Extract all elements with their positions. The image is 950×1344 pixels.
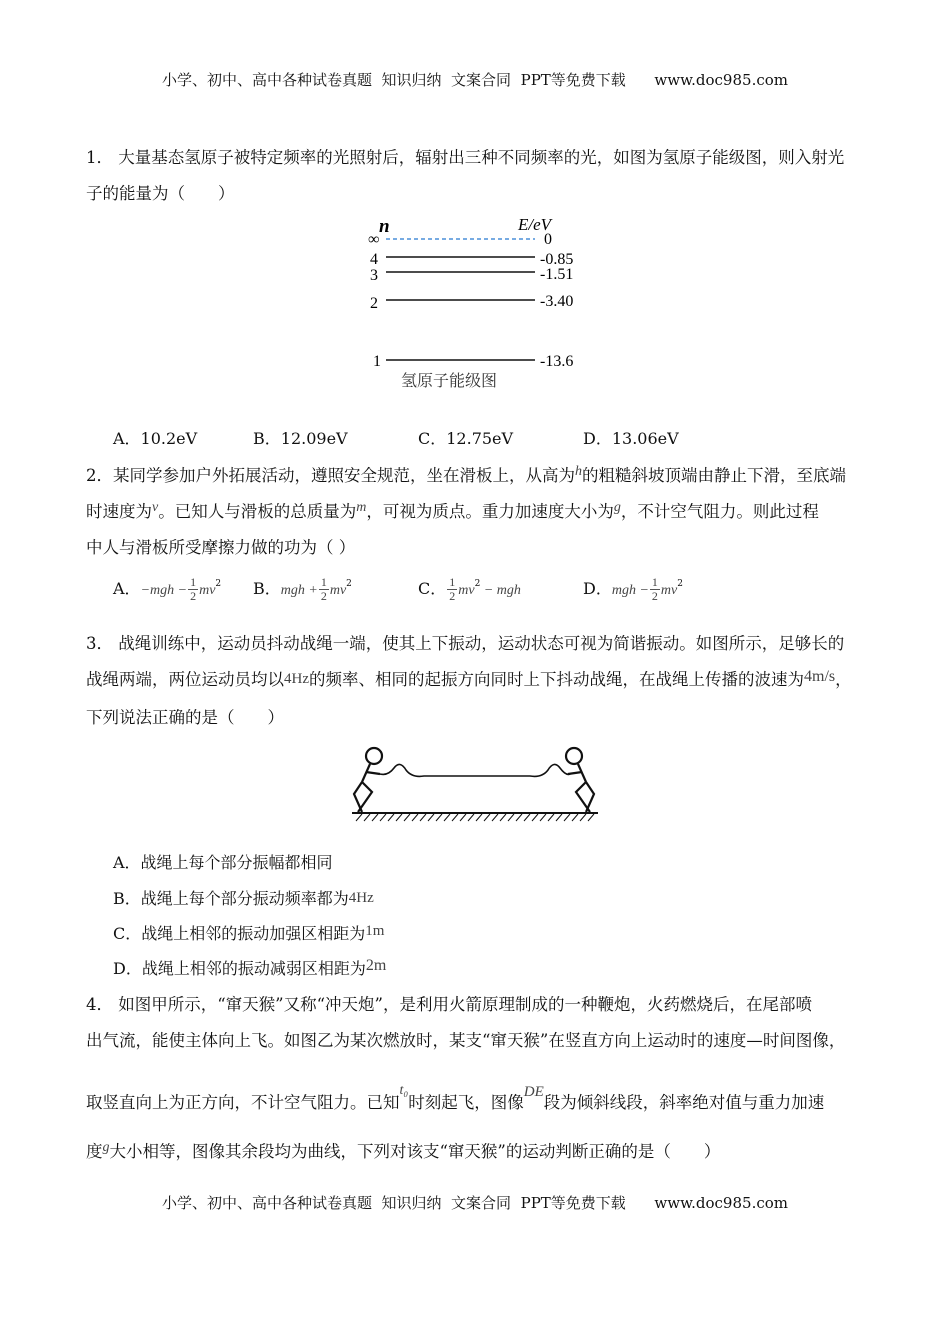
q3-stem-line3: 下列说法正确的是（ ） (86, 708, 284, 727)
exponent: 2 (474, 579, 481, 589)
q2-option-d[interactable] (583, 576, 683, 603)
battle-rope-figure (348, 742, 602, 824)
formula-part: −mgh − (140, 583, 188, 598)
option-text: A．战绳上每个部分振幅都相同 (113, 853, 333, 872)
right-athlete (566, 748, 594, 812)
exponent: 2 (215, 579, 222, 589)
fraction-den: 2 (190, 589, 197, 603)
level-n-4: 4 (370, 251, 378, 268)
fraction-den: 2 (449, 589, 456, 603)
n-axis-label: n (379, 216, 390, 237)
value-frequency: 4Hz (284, 671, 309, 687)
level-e-4: -0.85 (540, 251, 574, 268)
option-letter: B． (253, 579, 281, 598)
option-value: 2m (365, 957, 387, 974)
exponent: 2 (346, 579, 352, 589)
q3-stem-line1: 3． 战绳训练中，运动员抖动战绳一端，使其上下振动，运动状态可视为简谐振动。如图所示，足够长的 (86, 634, 845, 653)
fraction-num: 1 (320, 575, 327, 589)
level-n-2: 2 (370, 295, 378, 312)
q2-text-2a: 时速度为 (86, 502, 152, 521)
q2-option-c[interactable] (418, 576, 521, 603)
q2-stem-line3: 中人与滑板所受摩擦力做的功为（ ） (86, 538, 356, 557)
formula-part: mgh + (280, 583, 318, 598)
formula-part: mv (660, 583, 678, 598)
var-g: g (613, 500, 621, 515)
fraction-den: 2 (320, 589, 327, 603)
q2-text-2c: ，可视为质点。重力加速度大小为 (366, 502, 614, 521)
q1-option-d[interactable]: D．13.06eV (583, 429, 679, 448)
exponent: 2 (677, 579, 683, 589)
level-e-2: -3.40 (540, 293, 574, 310)
formula-part: mv (458, 583, 475, 598)
q4-text-3a: 取竖直向上为正方向，不计空气阻力。已知 (86, 1093, 400, 1112)
fraction (188, 576, 198, 603)
level-e-3: -1.51 (540, 266, 574, 283)
option-value: 4Hz (348, 890, 374, 906)
q2-text-1a: 2．某同学参加户外拓展活动，遵照安全规范，坐在滑板上，从高为 (86, 466, 575, 485)
formula-part: − mgh (480, 583, 521, 598)
q1-stem-line2: 子的能量为（ ） (86, 184, 235, 203)
fraction-den: 2 (651, 589, 658, 603)
var-t0: t₀ (399, 1083, 409, 1098)
q1-option-a[interactable]: A．10.2eV (113, 429, 198, 448)
fraction-num: 1 (190, 575, 197, 589)
level-e-1: -13.6 (540, 353, 574, 370)
q3-stem-line2 (86, 668, 866, 693)
fraction (447, 576, 457, 603)
level-n-1: 1 (373, 353, 381, 370)
q4-stem-line2: 出气流，能使主体向上飞。如图乙为某次燃放时，某支“窜天猴”在竖直方向上运动时的速度—时间图像， (86, 1031, 846, 1050)
ground-hatch (356, 814, 594, 821)
level-n-inf: ∞ (368, 231, 380, 248)
option-letter: A． (113, 579, 141, 598)
q2-stem-line1 (86, 464, 866, 490)
var-h: h (575, 464, 582, 479)
option-text: C．战绳上相邻的振动加强区相距为 (113, 924, 366, 943)
q1-option-b[interactable]: B．12.09eV (253, 429, 348, 448)
q2-stem-line2 (86, 500, 866, 526)
formula-part: mv (199, 583, 216, 598)
left-athlete (354, 748, 382, 812)
level-e-inf: 0 (544, 231, 552, 248)
var-m: m (356, 500, 367, 515)
q4-stem-line3 (86, 1083, 866, 1117)
page-footer: 小学、初中、高中各种试卷真题 知识归纳 文案合同 PPT等免费下载 www.doc985.com (161, 1194, 788, 1212)
value-speed: 4m/s (804, 668, 836, 685)
diagram-caption: 氢原子能级图 (401, 373, 498, 390)
q3-text-2c: ， (835, 670, 852, 689)
q3-option-d[interactable] (113, 956, 386, 979)
e-axis-label: E/eV (518, 215, 552, 234)
fraction-num: 1 (651, 575, 658, 589)
q3-text-2a: 战绳两端，两位运动员均以 (86, 670, 284, 689)
q4-text-4a: 度 (86, 1142, 103, 1161)
fraction-num: 1 (449, 575, 456, 589)
var-de: DE (523, 1084, 544, 1100)
option-text: B．战绳上每个部分振动频率都为 (113, 889, 349, 908)
level-n-3: 3 (370, 267, 378, 284)
q2-text-2b: 。已知人与滑板的总质量为 (158, 502, 357, 521)
battle-rope (380, 764, 570, 776)
q2-option-b[interactable] (253, 576, 352, 603)
page-header: 小学、初中、高中各种试卷真题 知识归纳 文案合同 PPT等免费下载 www.doc985.com (161, 71, 788, 89)
q1-option-c[interactable]: C．12.75eV (418, 429, 514, 448)
q3-option-c[interactable] (113, 921, 384, 944)
q2-option-a[interactable] (113, 576, 221, 603)
q4-text-3b: 时刻起飞，图像 (408, 1093, 524, 1112)
var-v: v (152, 500, 159, 515)
option-letter: C． (418, 579, 447, 598)
option-letter: D． (583, 579, 612, 598)
var-g: g (102, 1140, 110, 1155)
fraction (650, 576, 660, 603)
q2-text-2d: ，不计空气阻力。则此过程 (620, 502, 819, 521)
formula-part: mgh − (611, 583, 649, 598)
option-value: 1m (365, 923, 385, 939)
fraction (319, 576, 329, 603)
option-text: D．战绳上相邻的振动减弱区相距为 (113, 959, 366, 978)
q4-text-4b: 大小相等，图像其余段均为曲线，下列对该支“窜天猴”的运动判断正确的是（ ） (109, 1142, 721, 1161)
q4-stem-line4 (86, 1140, 866, 1166)
q4-text-3c: 段为倾斜线段，斜率绝对值与重力加速 (543, 1093, 825, 1112)
q2-text-1b: 的粗糙斜坡顶端由静止下滑，至底端 (582, 466, 846, 485)
formula-part: mv (329, 583, 347, 598)
q1-stem-line1: 1． 大量基态氢原子被特定频率的光照射后，辐射出三种不同频率的光，如图为氢原子能级图，则入射光 (86, 148, 845, 167)
q3-text-2b: 的频率、相同的起振方向同时上下抖动战绳，在战绳上传播的波速为 (309, 670, 804, 689)
q3-option-a[interactable] (113, 850, 333, 873)
q4-stem-line1: 4． 如图甲所示，“窜天猴”又称“冲天炮”，是利用火箭原理制成的一种鞭炮，火药燃烧后，在尾部喷 (86, 995, 812, 1014)
energy-level-diagram (360, 208, 600, 394)
q3-option-b[interactable] (113, 886, 374, 909)
